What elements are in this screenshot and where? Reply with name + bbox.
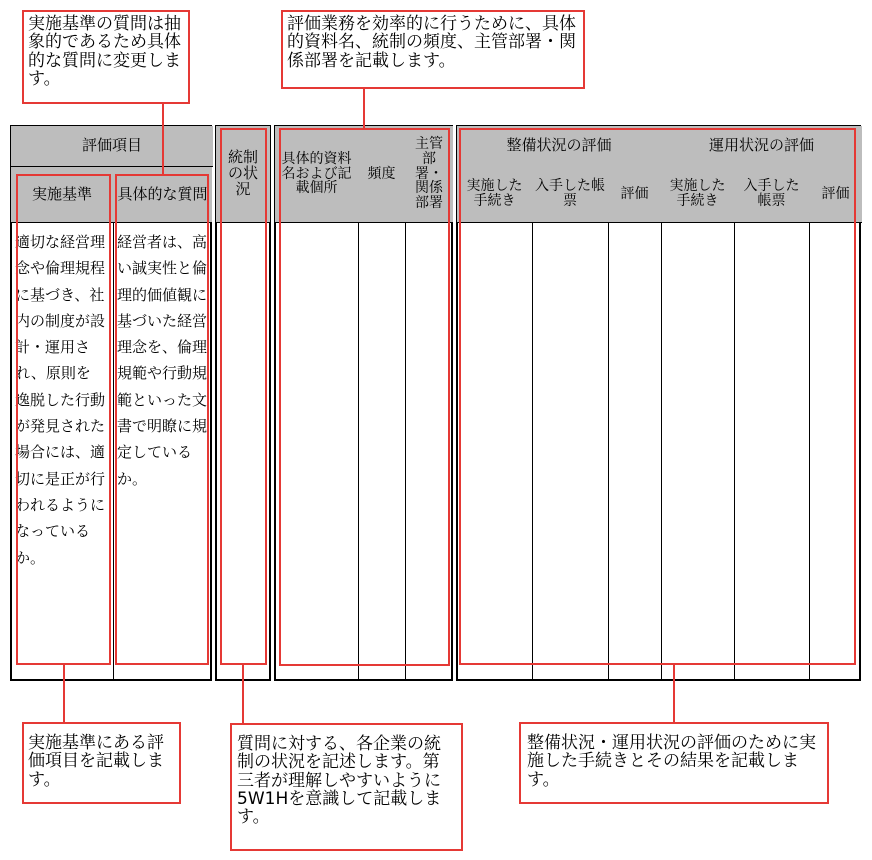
callout-document-frequency — [281, 10, 585, 89]
header-document-name-label: 具体的資料名および記載個所 — [281, 150, 352, 197]
header-department-label: 主管部署・関係部署 — [415, 136, 443, 212]
connector-line — [673, 665, 675, 723]
divider — [113, 223, 114, 681]
header-operation-evaluation-label: 評価 — [821, 185, 850, 202]
connector-line — [63, 665, 65, 723]
header-specific-question-label: 具体的な質問 — [117, 184, 208, 203]
highlight-assessment-columns — [459, 128, 856, 665]
cell-specific-question-text: 経営者は、高い誠実性と倫理的価値観に基づいた経営理念を、倫理規範や行動規範といった文書で明瞭に規定しているか。 — [117, 233, 208, 488]
header-evaluation-item — [11, 126, 213, 167]
callout-document-frequency-text: 評価業務を効率的に行うために、具体的資料名、統制の頻度、主管部署・関係部署を記載します。 — [287, 14, 576, 71]
callout-assessment — [519, 722, 829, 804]
header-evaluation-item-label: 評価項目 — [81, 136, 142, 155]
header-design-procedure-label: 実施した手続き — [466, 178, 523, 209]
connector-line — [242, 665, 244, 724]
connector-line — [162, 103, 164, 175]
cell-implementation-standard-text: 適切な経営理念や倫理規程に基づき、社内の制度が設計・運用され、原則を逸脱した行動が発見された場合には、適切に是正が行われるようになっているか。 — [15, 233, 106, 567]
callout-specific-question-text: 実施基準の質問は抽象的であるため具体的な質問に変更します。 — [28, 14, 181, 90]
header-design-forms-label: 入手した帳票 — [535, 178, 605, 209]
callout-specific-question — [22, 10, 190, 104]
callout-evaluation-item-text: 実施基準にある評価項目を記載します。 — [28, 733, 164, 790]
header-design-assessment-label: 整備状況の評価 — [506, 136, 612, 155]
header-operation-forms-label: 入手した帳票 — [743, 178, 800, 209]
header-design-evaluation-label: 評価 — [620, 185, 649, 202]
highlight-specific-question-column — [115, 174, 209, 665]
callout-control-status — [230, 723, 463, 851]
highlight-control-status-column — [220, 128, 267, 665]
callout-evaluation-item — [22, 722, 181, 804]
connector-line — [363, 88, 365, 129]
callout-control-status-text: 質問に対する、各企業の統制の状況を記述します。第三者が理解しやすいように5W1Hを意識して記載します。 — [237, 734, 442, 828]
highlight-implementation-standard-column — [16, 174, 111, 665]
header-operation-assessment-label: 運用状況の評価 — [708, 136, 814, 155]
header-control-status-label: 統制の状況 — [227, 148, 258, 198]
header-operation-procedure-label: 実施した手続き — [669, 178, 726, 209]
header-frequency-label: 頻度 — [367, 165, 396, 182]
highlight-documents-columns — [279, 128, 450, 666]
header-implementation-standard-label: 実施基準 — [31, 184, 92, 203]
callout-assessment-text: 整備状況・運用状況の評価のために実施した手続きとその結果を記載します。 — [527, 733, 816, 790]
